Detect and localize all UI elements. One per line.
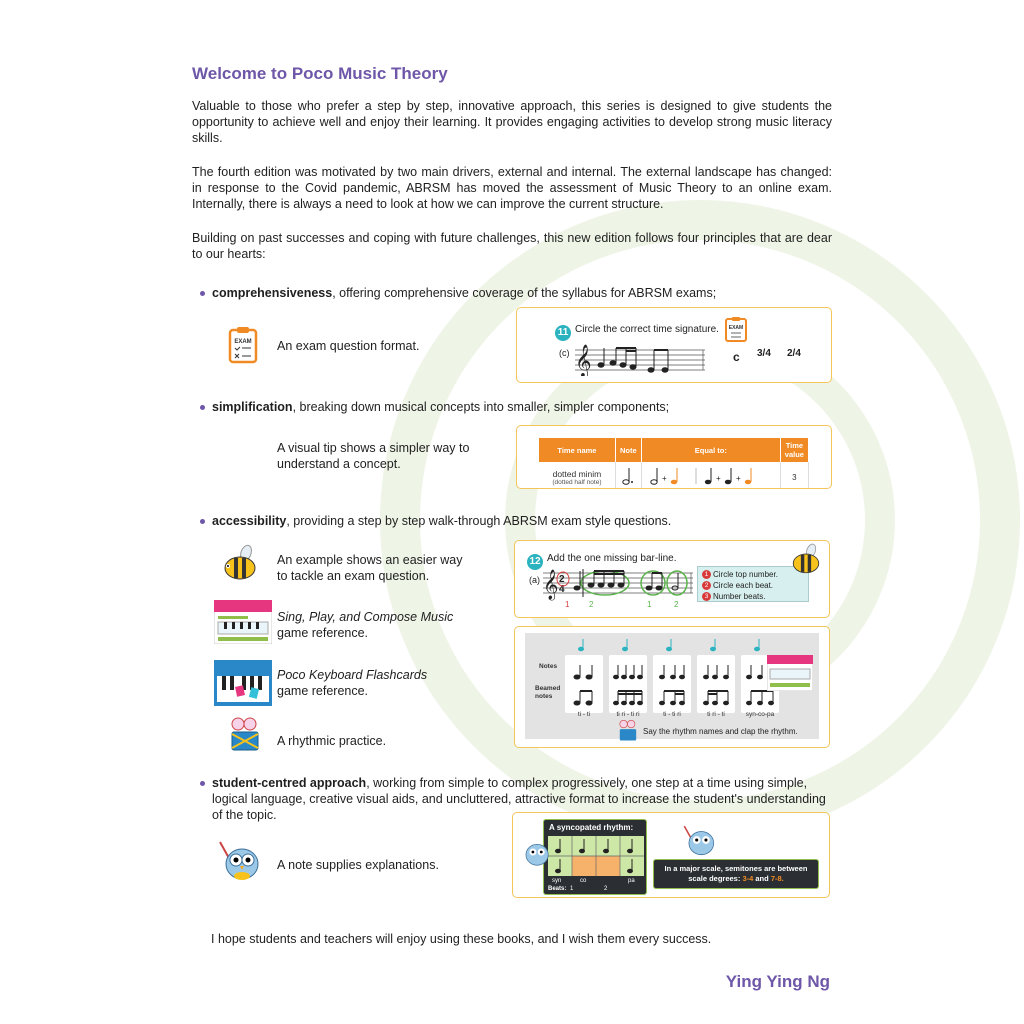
svg-text:1: 1 — [565, 600, 570, 609]
drum-icon-small — [617, 719, 639, 743]
syncopation-grid — [548, 836, 644, 876]
scale-text-1: In a major scale, semitones are between — [664, 864, 808, 873]
principle-term: student-centred approach — [212, 776, 367, 790]
flashcards-cover-icon — [214, 660, 272, 706]
table-cell-time-name — [539, 462, 615, 489]
feature-example — [277, 552, 463, 584]
row-label-beamed — [535, 685, 560, 701]
question-text: Circle the correct time signature. — [575, 324, 719, 335]
dotted-minim-icon — [621, 466, 635, 486]
beat-1: 1 — [570, 886, 574, 892]
owl-icon — [216, 838, 262, 882]
table-header: Time value — [780, 438, 808, 462]
question-part: (c) — [559, 348, 570, 358]
svg-text:2: 2 — [559, 574, 565, 585]
scale-degrees-b: 7-8. — [770, 874, 784, 883]
rhythm-card-1 — [565, 655, 603, 713]
feature-example-line-1: An example shows an easier way — [277, 553, 463, 567]
principle-desc: , offering comprehensive coverage of the syllabus for ABRSM exams; — [332, 286, 717, 300]
feature-exam: An exam question format. — [277, 339, 420, 353]
flashcards-title: Poco Keyboard Flashcards — [277, 668, 428, 682]
svg-text:+: + — [715, 474, 721, 483]
option-three-four: 3/4 — [757, 348, 771, 359]
beats-label: Beats: — [548, 886, 567, 892]
scale-degrees-a: 3-4 — [742, 874, 754, 883]
row-label-notes: Notes — [539, 663, 558, 670]
question-part: (a) — [529, 575, 540, 585]
principle-comprehensiveness — [200, 285, 835, 301]
table-cell-note — [615, 462, 641, 489]
svg-text:2: 2 — [589, 600, 594, 609]
step-1: 1 Circle top number. — [702, 569, 804, 580]
feature-flashcards — [277, 667, 427, 699]
rhythm-label-3: ti - ti ri — [663, 711, 681, 718]
principle-simplification — [200, 399, 835, 415]
exam-walkthrough-panel — [514, 540, 830, 618]
rhythm-card-2 — [609, 655, 647, 713]
author-signature: Ying Ying Ng — [725, 972, 830, 991]
svg-text:+: + — [661, 474, 667, 483]
page-title: Welcome to Poco Music Theory — [192, 64, 448, 83]
syllable-pa: pa — [628, 878, 635, 884]
scale-text-line-2 — [654, 874, 818, 884]
scale-text-2: scale degrees: — [688, 874, 741, 883]
svg-text:𝄞: 𝄞 — [575, 344, 592, 376]
question-text: Add the one missing bar-line. — [547, 553, 677, 564]
rhythm-label-5: syn-co-pa — [745, 711, 775, 718]
exam-badge-label: EXAM — [728, 325, 744, 331]
music-staff — [575, 342, 705, 376]
syncopated-title: A syncopated rhythm: — [549, 823, 634, 832]
row-label-beamed-1: Beamed — [535, 685, 561, 692]
table-cell-equal — [641, 462, 780, 489]
rhythm-card-3 — [653, 655, 691, 713]
bee-icon-small — [789, 543, 823, 577]
table-header: Equal to: — [641, 438, 780, 462]
table-header: Note — [615, 438, 641, 462]
principle-term: accessibility — [212, 514, 287, 528]
bullet-dot — [200, 781, 205, 786]
game-title: Sing, Play, and Compose Music — [277, 610, 454, 624]
step-1-text: Circle top number. — [713, 570, 778, 579]
feature-example-line-2: to tackle an exam question. — [277, 569, 430, 583]
svg-text:𝄞: 𝄞 — [543, 570, 559, 600]
svg-text:4: 4 — [559, 584, 565, 595]
feature-tip — [277, 440, 469, 472]
option-common-time: c — [733, 350, 740, 364]
beat-2: 2 — [604, 886, 608, 892]
game-ref: game reference. — [277, 626, 369, 640]
table-cell-value: 3 — [780, 462, 808, 489]
owl-icon-small-right — [681, 823, 717, 857]
note-equation-icon — [646, 466, 776, 486]
principle-desc: , providing a step by step walk-through ABRSM exam style questions. — [286, 514, 672, 528]
rhythm-label-2: ti ri - ti ri — [616, 711, 640, 718]
feature-note: A note supplies explanations. — [277, 858, 439, 872]
feature-tip-line-2: understand a concept. — [277, 457, 401, 471]
syllable-syn: syn — [552, 878, 562, 884]
scale-note-box — [653, 859, 819, 889]
scale-degrees-and: and — [755, 874, 769, 883]
step-2: 2 Circle each beat. — [702, 580, 804, 591]
intro-paragraph-3: Building on past successes and coping with future challenges, this new edition follows four principles that are dear to our hearts: — [192, 231, 832, 261]
syncopated-rhythm-box — [543, 819, 647, 895]
principle-desc: , working from simple to complex progressively, one step at a time using simple, logical language, creative visual aids, and uncluttered, attractive format to increase the student's understanding of the topic. — [212, 776, 826, 822]
question-number: 11 — [555, 325, 571, 341]
step-3: 3 Number beats. — [702, 591, 804, 602]
intro-paragraph-1: Valuable to those who prefer a step by step, innovative approach, this series is designed to give students the opportunity to achieve well and enjoy their learning. It provides engaging activities to develop strong music literacy skills. — [192, 99, 832, 145]
game-book-cover-icon — [214, 600, 272, 644]
step-3-text: Number beats. — [713, 592, 766, 601]
bullet-dot — [200, 405, 205, 410]
bee-icon — [220, 544, 260, 584]
syllable-co: co — [580, 878, 587, 884]
feature-tip-line-1: A visual tip shows a simpler way to — [277, 441, 470, 455]
question-number: 12 — [527, 554, 543, 570]
explanation-note-panel — [512, 812, 830, 898]
flashcards-ref: game reference. — [277, 684, 369, 698]
step-2-text: Circle each beat. — [713, 581, 774, 590]
exam-example-panel — [516, 307, 832, 383]
rhythm-label-1: ti - ti — [577, 711, 591, 718]
row-name: dotted minim — [552, 468, 602, 479]
row-subname: (dotted half note) — [552, 478, 602, 486]
rhythm-label-4: ti ri - ti — [707, 711, 725, 718]
feature-rhythm: A rhythmic practice. — [277, 734, 387, 748]
row-label-beamed-2: notes — [535, 693, 553, 700]
svg-text:+: + — [735, 474, 741, 483]
principle-term: comprehensiveness — [212, 286, 333, 300]
principle-term: simplification — [212, 400, 293, 414]
rhythm-practice-panel — [514, 626, 830, 748]
option-two-four: 2/4 — [787, 348, 801, 359]
game-book-mini-icon — [767, 655, 813, 691]
visual-tip-panel — [516, 425, 832, 489]
exam-clipboard-icon — [228, 326, 258, 364]
exam-badge-icon — [725, 316, 747, 342]
tempo-markers — [565, 637, 785, 653]
principle-desc: , breaking down musical concepts into smaller, simpler components; — [292, 400, 670, 414]
closing-text: I hope students and teachers will enjoy using these books, and I wish them every success. — [211, 932, 712, 946]
principle-accessibility — [200, 513, 835, 529]
intro-paragraph-2: The fourth edition was motivated by two main drivers, external and internal. The external landscape has changed: in response to the Covid pandemic, ABRSM has moved the assessment of Music Theory to an online exam. Internally, there is always a need to look at how we can improve the current structure. — [192, 165, 832, 211]
feature-game — [277, 609, 453, 641]
bar-line-staff — [543, 567, 693, 611]
time-value-table — [539, 438, 809, 489]
bullet-dot — [200, 291, 205, 296]
table-header: Time name — [539, 438, 615, 462]
bullet-dot — [200, 519, 205, 524]
svg-text:1: 1 — [647, 600, 652, 609]
owl-icon-small-left — [519, 835, 551, 869]
rhythm-caption: Say the rhythm names and clap the rhythm. — [643, 727, 798, 736]
drum-icon — [228, 716, 262, 754]
rhythm-card-4 — [697, 655, 735, 713]
exam-icon-label: EXAM — [234, 339, 252, 345]
svg-text:2: 2 — [674, 600, 679, 609]
